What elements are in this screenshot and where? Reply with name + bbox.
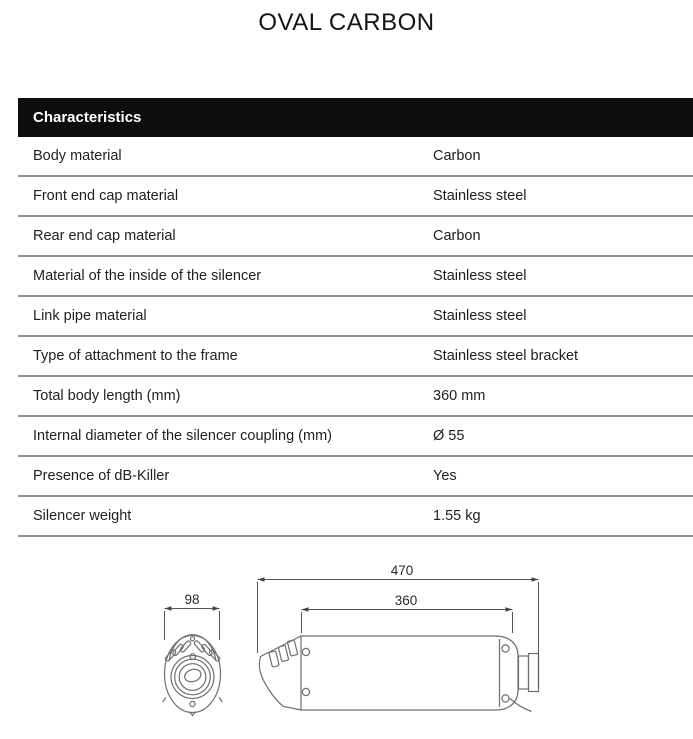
table-row <box>18 377 693 417</box>
table-row <box>18 497 693 537</box>
spec-value: Stainless steel <box>433 268 527 284</box>
outlet-pipe <box>519 656 529 689</box>
dimension-98-label: 98 <box>184 592 200 607</box>
spec-label: Link pipe material <box>33 308 147 324</box>
spec-value: Stainless steel bracket <box>433 348 579 364</box>
spec-label: Front end cap material <box>33 188 179 204</box>
front-top-rivet <box>190 654 196 660</box>
spec-label: Silencer weight <box>33 508 132 524</box>
silencer-side-view <box>259 636 538 712</box>
page-title: OVAL CARBON <box>258 9 435 36</box>
front-louvers-right <box>194 640 221 662</box>
side-rivet <box>302 648 309 655</box>
spec-label: Internal diameter of the silencer coupling (mm) <box>33 428 332 444</box>
table-row <box>18 217 693 257</box>
table-row <box>18 337 693 377</box>
characteristics-table <box>18 98 693 537</box>
table-row <box>18 257 693 297</box>
side-rivet <box>502 695 509 702</box>
front-cap-inner-edge <box>169 635 216 661</box>
front-top-rim-rivet <box>191 637 195 641</box>
front-bottom-rivet <box>190 701 195 706</box>
front-side-tick-left <box>163 698 166 703</box>
spec-label: Rear end cap material <box>33 228 176 244</box>
technical-drawing <box>0 555 693 739</box>
dimension-360 <box>302 593 513 633</box>
front-side-tick-right <box>219 698 222 703</box>
table-row <box>18 177 693 217</box>
spec-value: Yes <box>433 468 457 484</box>
side-louvers <box>269 640 298 667</box>
spec-label: Total body length (mm) <box>33 388 181 404</box>
spec-label: Body material <box>33 148 122 164</box>
spec-value: 360 mm <box>433 388 486 404</box>
outlet-coupler <box>529 654 539 692</box>
dimension-98 <box>165 592 220 640</box>
silencer-front-view <box>163 635 222 716</box>
front-outlet-rings <box>171 656 214 699</box>
table-row <box>18 297 693 337</box>
spec-label: Type of attachment to the frame <box>33 348 238 364</box>
spec-value: Carbon <box>433 228 481 244</box>
table-row <box>18 457 693 497</box>
spec-value: 1.55 kg <box>433 508 481 524</box>
table-row <box>18 137 693 177</box>
bracket-line <box>510 699 532 712</box>
dimension-360-label: 360 <box>394 593 418 608</box>
table-header: Characteristics <box>18 98 693 137</box>
dimension-470-label: 470 <box>390 563 414 578</box>
table-row <box>18 417 693 457</box>
dimension-470 <box>258 563 539 688</box>
side-rivet <box>302 688 309 695</box>
spec-label: Material of the inside of the silencer <box>33 268 262 284</box>
spec-value: Carbon <box>433 148 481 164</box>
side-body-outline <box>301 636 518 710</box>
spec-value: Stainless steel <box>433 188 527 204</box>
spec-value: Stainless steel <box>433 308 527 324</box>
spec-value: Ø 55 <box>433 428 465 444</box>
front-louvers-left <box>165 640 192 662</box>
side-rivet <box>502 645 509 652</box>
spec-label: Presence of dB-Killer <box>33 468 170 484</box>
